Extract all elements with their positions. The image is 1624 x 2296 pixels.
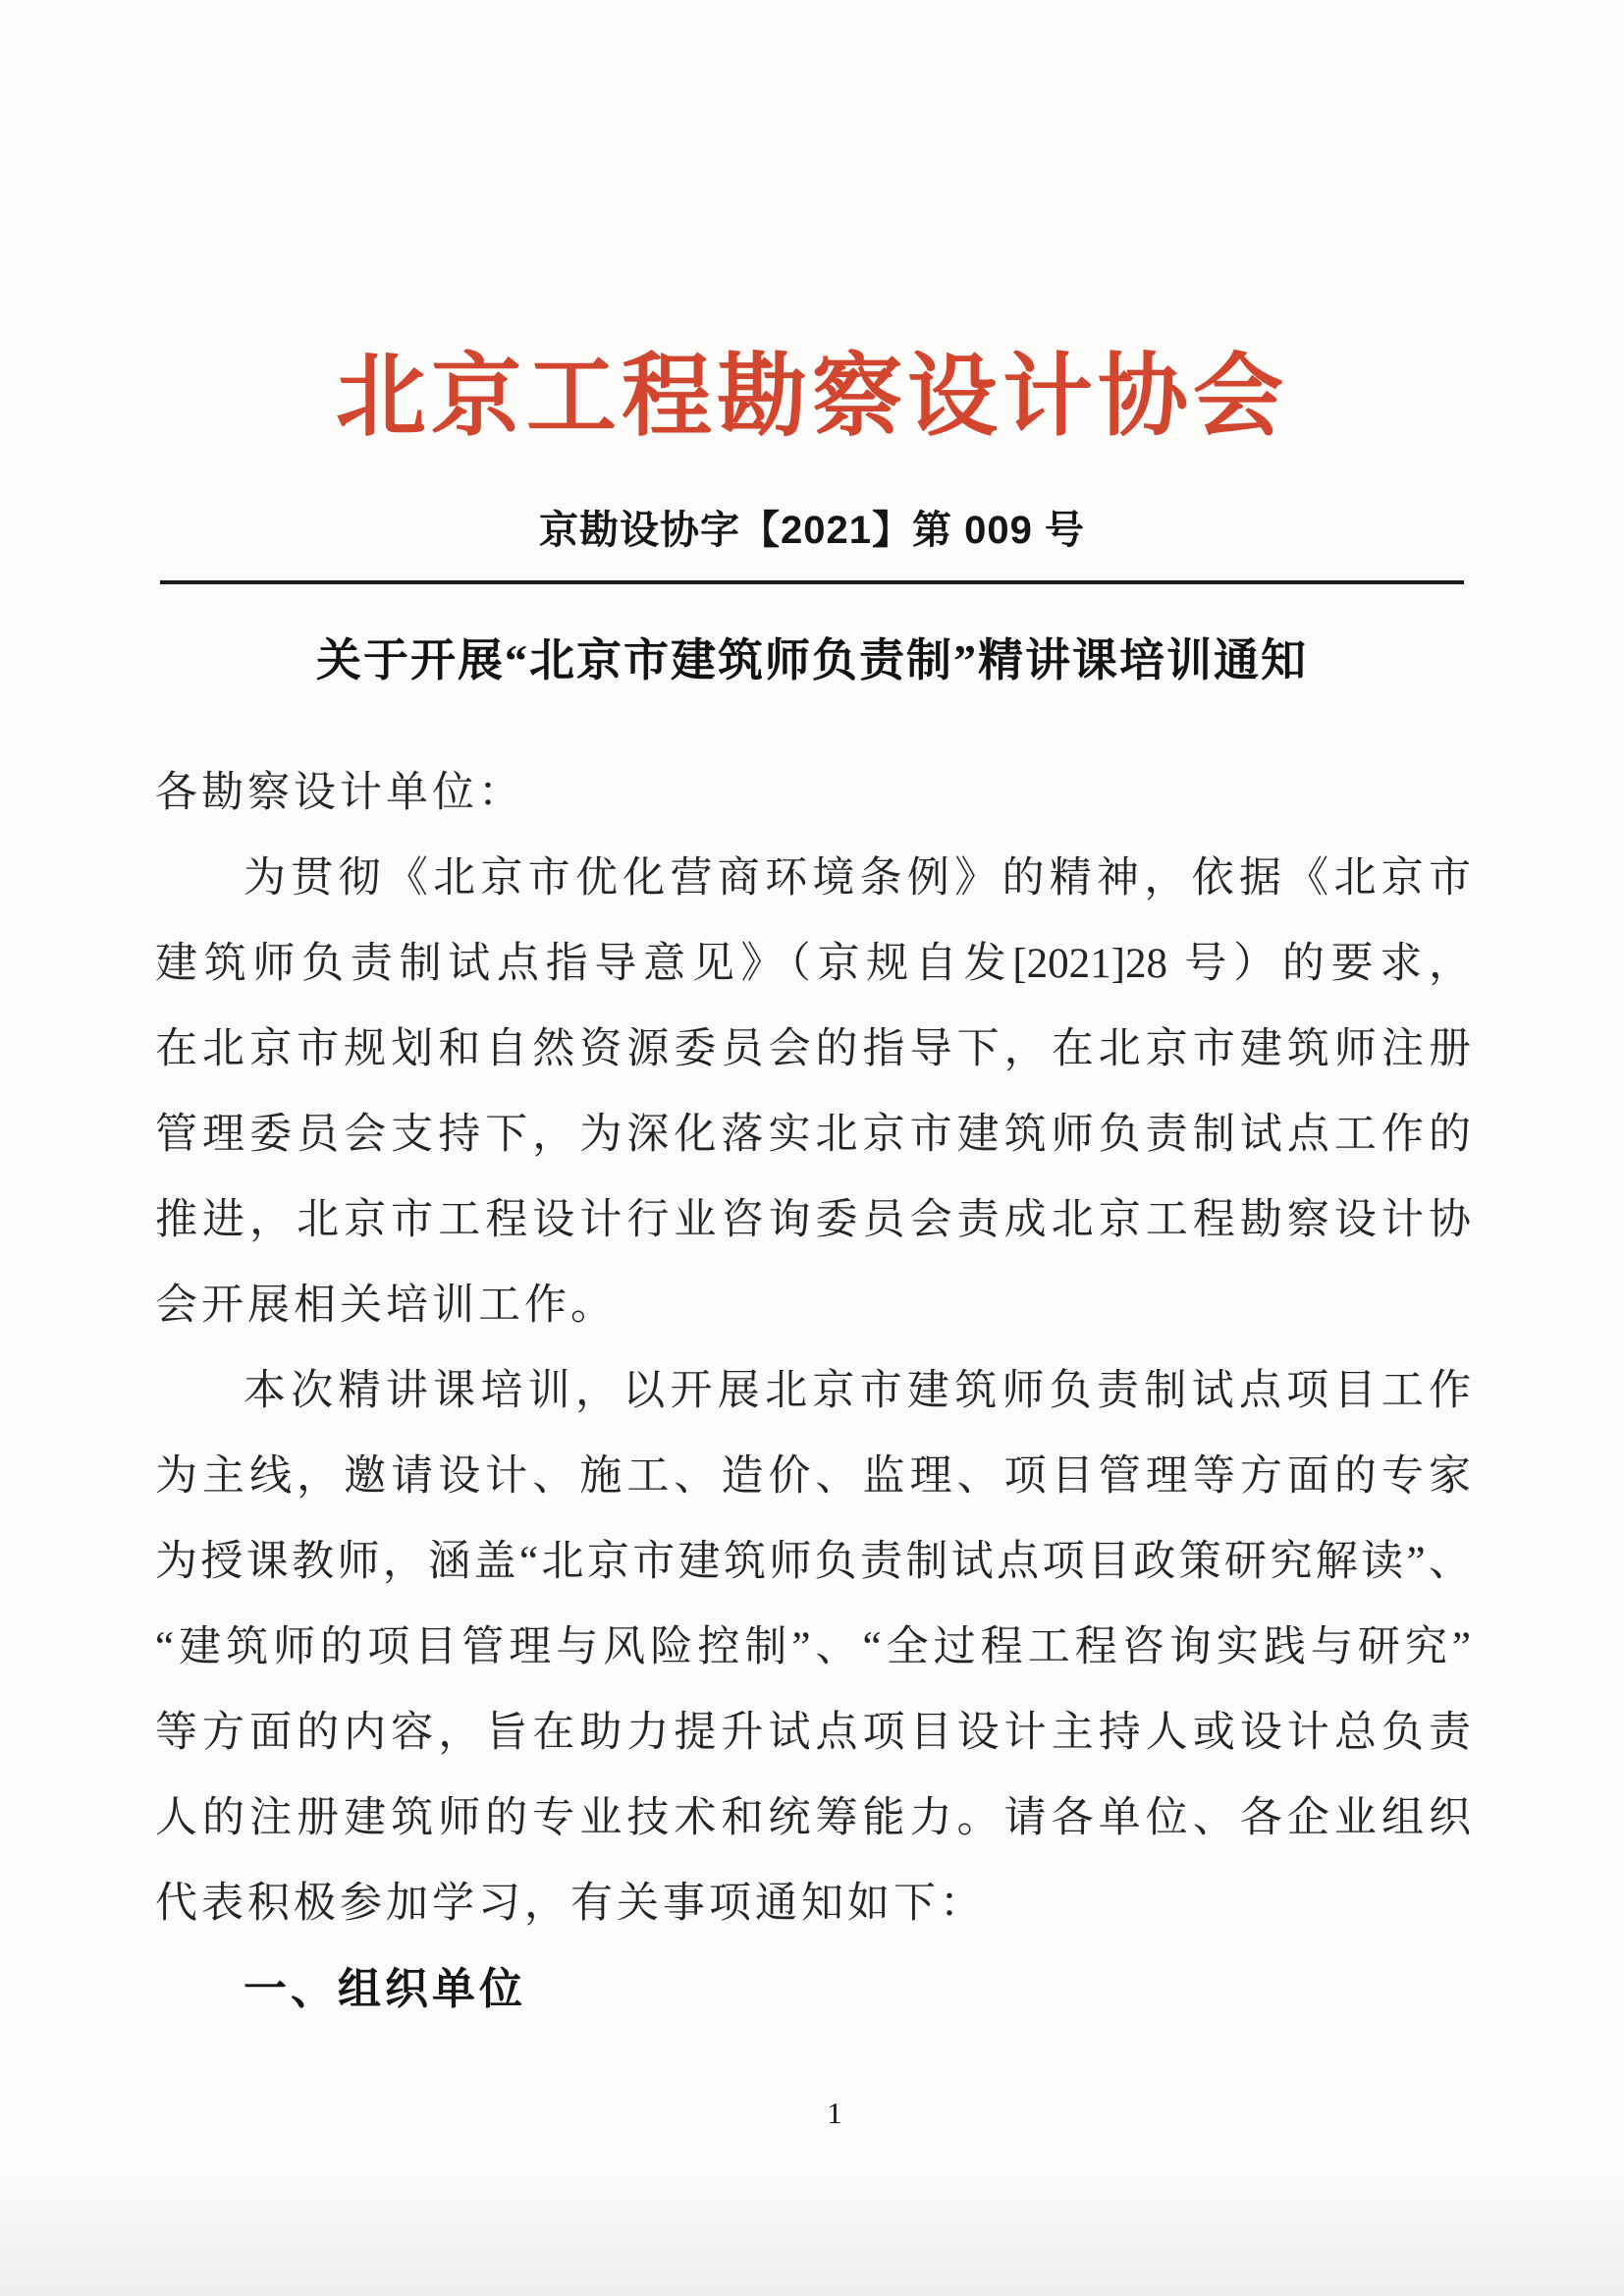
body-line: 本次精讲课培训，以开展北京市建筑师负责制试点项目工作 (244, 1368, 1471, 1414)
body-line: 为主线，邀请设计、施工、造价、监理、项目管理等方面的专家 (155, 1453, 1471, 1500)
body-line: 会开展相关培训工作。 (155, 1283, 617, 1329)
body-line: 在北京市规划和自然资源委员会的指导下，在北京市建筑师注册 (155, 1026, 1471, 1072)
body-line: 人的注册建筑师的专业技术和统筹能力。请各单位、各企业组织 (155, 1795, 1471, 1841)
body-line: 建筑师负责制试点指导意见》（京规自发[2021]28 号）的要求， (155, 941, 1471, 987)
association-letterhead-title: 北京工程勘察设计协会 (335, 347, 1288, 447)
body-line: 管理委员会支持下，为深化落实北京市建筑师负责制试点工作的 (155, 1112, 1471, 1158)
body-line: 等方面的内容，旨在助力提升试点项目设计主持人或设计总负责 (155, 1710, 1471, 1756)
notice-title: 关于开展“北京市建筑师负责制”精讲课培训通知 (316, 635, 1308, 685)
page-number: 1 (827, 2096, 842, 2130)
body-line: 为贯彻《北京市优化营商环境条例》的精神，依据《北京市 (244, 855, 1471, 902)
notice-body (155, 750, 1471, 2032)
body-line: 代表积极参加学习，有关事项通知如下： (155, 1881, 986, 1927)
body-line: 推进，北京市工程设计行业咨询委员会责成北京工程勘察设计协 (155, 1197, 1471, 1243)
letterhead-divider-rule (160, 580, 1464, 584)
salutation-line: 各勘察设计单位： (155, 770, 524, 816)
body-line: 为授课教师，涵盖“北京市建筑师负责制试点项目政策研究解读”、 (155, 1539, 1471, 1585)
document-reference-number: 京勘设协字【2021】第 009 号 (539, 509, 1085, 552)
section-heading-organizers: 一、组织单位 (244, 1965, 526, 2013)
body-line: “建筑师的项目管理与风险控制”、“全过程工程咨询实践与研究” (155, 1624, 1471, 1670)
